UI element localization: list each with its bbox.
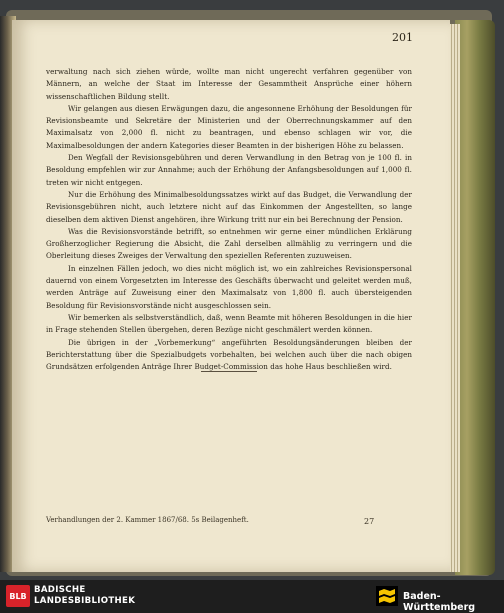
book-spine xyxy=(455,20,495,575)
paragraph: verwaltung nach sich ziehen würde, wollte man nicht ungerecht verfahren gegenüber von Männern, an welche der Staat im Interesse der Gesammtheit Ansprüche einer höhern wissenschaftlichen Bildung stellt. xyxy=(46,67,412,101)
state-name[interactable]: Baden-Württemberg xyxy=(403,591,476,613)
baden-wuerttemberg-lion-icon[interactable] xyxy=(376,586,398,606)
paragraph: Was die Revisionsvorstände betrifft, so entnehmen wir gerne einer mündlichen Erklärung Großherzoglicher Regierung die Absicht, die Zahl derselben allmählig zu verringern und die Oberleitung dieses Zweiges der Verwaltung den speziellen Referenten zuzuweisen. xyxy=(46,226,412,261)
page-number: 201 xyxy=(392,31,413,44)
paragraph: Den Wegfall der Revisionsgebühren und deren Verwandlung in den Betrag von je 100 fl. in Besoldung empfehlen wir zur Annahme; auch der Erhöhung der Anfangsbesoldungen auf 1,000 fl. treten wir nicht entgegen. xyxy=(46,153,412,187)
paragraph: Die übrigen in der „Vorbemerkung“ angeführten Besoldungsänderungen bleiben der Berichterstattung über die Spezialbudgets vorbehalten, bei welchen auch über die nach obigen Grundsätzen erfolgenden Anträge Ihrer Budget-Commission das hohe Haus beschließen wird. xyxy=(46,337,412,372)
page-footer-sheet-number: 27 xyxy=(364,517,375,526)
library-name-line1: BADISCHE xyxy=(34,585,86,595)
paragraph: Nur die Erhöhung des Minimalbesoldungssatzes wirkt auf das Budget, die Verwandlung der Revisionsgebühren nicht, auch letztere nicht auf das Einkommen der Angestellten, so lange dieselben dem aktiven Dienst angehören, ihre Wirkung tritt nur ein bei Berechnung der Pension. xyxy=(46,189,412,224)
section-divider xyxy=(201,371,257,372)
paragraph: In einzelnen Fällen jedoch, wo dies nicht möglich ist, wo ein zahlreiches Revisionspersonal dauernd von einem Vorgesetzten im Interesse des Geschäfts überwacht und geleitet werden muß, werden Anträge auf Zuweisung einer den Maximalsatz von 1,800 fl. auch übersteigenden Besoldung für Revisionsvorstände nicht ausgeschlossen sein. xyxy=(46,263,412,310)
library-name-line2: LANDESBIBLIOTHEK xyxy=(34,596,136,606)
page-footer-source: Verhandlungen der 2. Kammer 1867/68. 5s Beilagenheft. xyxy=(46,516,249,524)
page-body-text xyxy=(46,66,412,373)
blb-logo-icon[interactable]: BLB xyxy=(6,585,30,607)
library-name[interactable] xyxy=(34,585,135,607)
paragraph: Wir gelangen aus diesen Erwägungen dazu, die angesonnene Erhöhung der Besoldungen für Revisionsbeamte und Sekretäre der Ministerien und der Oberrechnungskammer auf den Maximalsatz von 2,000 fl. nicht zu beantragen, und ebenso schlagen wir vor, die Maximalbesoldungen der andern Kategories dieser Beamten in der bisherigen Höhe zu belassen. xyxy=(46,103,412,150)
paragraph: Wir bemerken als selbstverständlich, daß, wenn Beamte mit höheren Besoldungen in die hier in Frage stehenden Stellen übergehen, deren Bezüge nicht geschmälert werden können. xyxy=(46,312,412,335)
